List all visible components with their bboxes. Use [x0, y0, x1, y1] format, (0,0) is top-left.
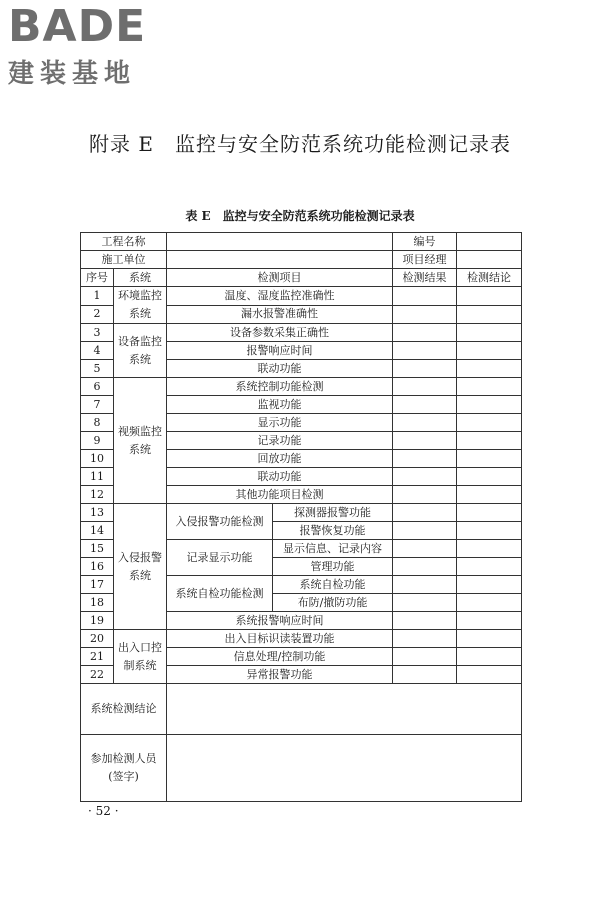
result-cell	[393, 305, 457, 324]
header-system: 系统	[114, 269, 167, 287]
table-row	[81, 378, 522, 396]
conclusion-cell	[457, 342, 522, 360]
result-cell	[393, 666, 457, 684]
row-item: 其他功能项目检测	[167, 486, 393, 504]
row-item: 系统控制功能检测	[167, 378, 393, 396]
conclusion-cell	[457, 450, 522, 468]
conclusion-cell	[457, 630, 522, 648]
row-number: 11	[81, 468, 114, 486]
table-header-row	[81, 269, 522, 287]
system-equip: 设备监控系统	[114, 324, 167, 378]
conclusion-cell	[457, 324, 522, 342]
table-row	[81, 324, 522, 342]
row-number: 7	[81, 396, 114, 414]
row-number: 6	[81, 378, 114, 396]
row-item: 记录功能	[167, 432, 393, 450]
row-number: 2	[81, 305, 114, 324]
conclusion-cell	[457, 666, 522, 684]
table-row	[81, 630, 522, 648]
result-cell	[393, 522, 457, 540]
conclusion-cell	[457, 576, 522, 594]
row-number: 19	[81, 612, 114, 630]
header-conclusion: 检测结论	[457, 269, 522, 287]
system-env: 环境监控系统	[114, 287, 167, 324]
conclusion-cell	[457, 504, 522, 522]
row-item: 异常报警功能	[167, 666, 393, 684]
row-item: 漏水报警准确性	[167, 305, 393, 324]
result-cell	[393, 468, 457, 486]
result-cell	[393, 558, 457, 576]
inspectors-row	[81, 735, 522, 802]
conclusion-cell	[457, 396, 522, 414]
project-manager-value	[457, 251, 522, 269]
table-row	[81, 251, 522, 269]
header-item: 检测项目	[167, 269, 393, 287]
conclusion-cell	[457, 612, 522, 630]
conclusion-cell	[457, 287, 522, 306]
row-item: 管理功能	[273, 558, 393, 576]
row-item: 系统报警响应时间	[167, 612, 393, 630]
result-cell	[393, 486, 457, 504]
subgroup-record-display: 记录显示功能	[167, 540, 273, 576]
conclusion-cell	[457, 558, 522, 576]
result-cell	[393, 324, 457, 342]
system-access: 出入口控制系统	[114, 630, 167, 684]
system-intrusion: 入侵报警系统	[114, 504, 167, 630]
result-cell	[393, 594, 457, 612]
result-cell	[393, 450, 457, 468]
page-number: · 52 ·	[88, 804, 119, 818]
subgroup-alarm-detect: 入侵报警功能检测	[167, 504, 273, 540]
conclusion-cell	[457, 305, 522, 324]
construction-unit-label: 施工单位	[81, 251, 167, 269]
row-number: 4	[81, 342, 114, 360]
row-number: 12	[81, 486, 114, 504]
result-cell	[393, 342, 457, 360]
result-cell	[393, 396, 457, 414]
appendix-title: 附录 E 监控与安全防范系统功能检测记录表	[89, 132, 511, 156]
row-item: 设备参数采集正确性	[167, 324, 393, 342]
row-number: 13	[81, 504, 114, 522]
result-cell	[393, 360, 457, 378]
result-cell	[393, 504, 457, 522]
system-conclusion-label: 系统检测结论	[81, 684, 167, 735]
inspectors-label: 参加检测人员	[90, 752, 157, 765]
row-number: 16	[81, 558, 114, 576]
row-item: 显示信息、记录内容	[273, 540, 393, 558]
row-number: 3	[81, 324, 114, 342]
row-item: 信息处理/控制功能	[167, 648, 393, 666]
result-cell	[393, 432, 457, 450]
result-cell	[393, 378, 457, 396]
row-number: 10	[81, 450, 114, 468]
logo-chinese-name: 建装基地	[8, 59, 137, 89]
table-row	[81, 233, 522, 251]
row-number: 15	[81, 540, 114, 558]
table-caption: 表 E 监控与安全防范系统功能检测记录表	[185, 209, 415, 223]
logo-wordmark: BADE	[8, 1, 147, 52]
row-number: 18	[81, 594, 114, 612]
row-item: 温度、湿度监控准确性	[167, 287, 393, 306]
conclusion-cell	[457, 648, 522, 666]
header-result: 检测结果	[393, 269, 457, 287]
result-cell	[393, 630, 457, 648]
project-name-value	[167, 233, 393, 251]
row-number: 9	[81, 432, 114, 450]
row-item: 监视功能	[167, 396, 393, 414]
project-manager-label: 项目经理	[393, 251, 457, 269]
row-item: 联动功能	[167, 360, 393, 378]
row-item: 探测器报警功能	[273, 504, 393, 522]
row-item: 系统自检功能	[273, 576, 393, 594]
row-item: 显示功能	[167, 414, 393, 432]
result-cell	[393, 648, 457, 666]
row-number: 8	[81, 414, 114, 432]
number-value	[457, 233, 522, 251]
project-name-label: 工程名称	[81, 233, 167, 251]
signature-note: (签字)	[108, 770, 139, 783]
inspectors-cell	[81, 735, 167, 802]
construction-unit-value	[167, 251, 393, 269]
row-number: 20	[81, 630, 114, 648]
header-seq: 序号	[81, 269, 114, 287]
conclusion-cell	[457, 540, 522, 558]
row-item: 联动功能	[167, 468, 393, 486]
row-item: 报警恢复功能	[273, 522, 393, 540]
bade-logo	[6, 1, 181, 96]
table-row	[81, 287, 522, 306]
conclusion-cell	[457, 486, 522, 504]
system-conclusion-value	[167, 684, 522, 735]
subgroup-self-check: 系统自检功能检测	[167, 576, 273, 612]
result-cell	[393, 540, 457, 558]
result-cell	[393, 287, 457, 306]
conclusion-cell	[457, 378, 522, 396]
inspectors-value	[167, 735, 522, 802]
row-number: 14	[81, 522, 114, 540]
conclusion-cell	[457, 594, 522, 612]
result-cell	[393, 576, 457, 594]
table-row	[81, 504, 522, 522]
row-item: 布防/撤防功能	[273, 594, 393, 612]
row-number: 5	[81, 360, 114, 378]
row-number: 1	[81, 287, 114, 306]
row-item: 报警响应时间	[167, 342, 393, 360]
conclusion-cell	[457, 432, 522, 450]
inspection-record-table	[80, 232, 522, 802]
result-cell	[393, 612, 457, 630]
row-item: 回放功能	[167, 450, 393, 468]
conclusion-row	[81, 684, 522, 735]
row-number: 21	[81, 648, 114, 666]
conclusion-cell	[457, 468, 522, 486]
row-item: 出入目标识读装置功能	[167, 630, 393, 648]
result-cell	[393, 414, 457, 432]
conclusion-cell	[457, 360, 522, 378]
number-label: 编号	[393, 233, 457, 251]
conclusion-cell	[457, 414, 522, 432]
conclusion-cell	[457, 522, 522, 540]
system-video: 视频监控系统	[114, 378, 167, 504]
row-number: 17	[81, 576, 114, 594]
row-number: 22	[81, 666, 114, 684]
